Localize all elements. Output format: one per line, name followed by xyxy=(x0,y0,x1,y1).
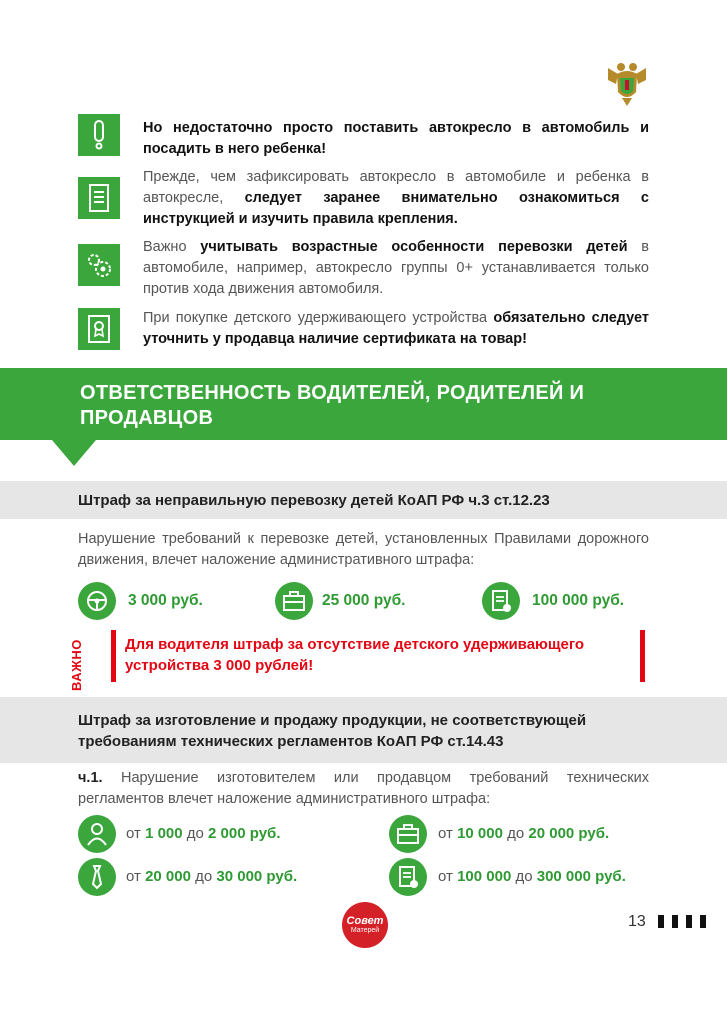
range-from-word: от xyxy=(438,825,458,842)
section-title: ОТВЕТСТВЕННОСТЬ ВОДИТЕЛЕЙ, РОДИТЕЛЕЙ И ПРОДАВЦОВ xyxy=(80,382,585,429)
fine2-part: ч.1. xyxy=(78,770,103,786)
banner-notch xyxy=(52,440,96,466)
fine1-amount-2: 100 000 руб. xyxy=(532,592,625,609)
important-bar-right xyxy=(640,630,645,682)
range-from-word: от xyxy=(126,825,146,842)
fine2-range-0 xyxy=(126,825,281,842)
fine2-body: Нарушение изготовителем или продавцом требований технических регламентов влечет наложение административного штрафа: xyxy=(78,770,649,807)
page-marker-bars xyxy=(658,915,706,928)
tip-text-run: учитывать возрастные особенности перевозки детей xyxy=(200,239,628,255)
fine1-title: Штраф за неправильную перевозку детей КоАП РФ ч.3 ст.12.23 xyxy=(78,492,550,509)
range-to-word: до xyxy=(511,868,537,885)
tip-text-run: в автомобиле, например, автокресло группы 0+ устанавливается только против хода движения автомобиля. xyxy=(143,239,649,297)
fine1-amount-0: 3 000 руб. xyxy=(128,592,203,609)
range-from-value: 1 000 xyxy=(145,825,183,842)
fine1-text: Нарушение требований к перевозке детей, установленных Правилами дорожного движения, влечет наложение административного штрафа: xyxy=(78,531,649,568)
fine2-title: Штраф за изготовление и продажу продукции, не соответствующей требованиям технических регламентов КоАП РФ ст.14.43 xyxy=(78,712,587,750)
document-check-icon xyxy=(482,582,520,620)
tip-1 xyxy=(143,167,649,230)
logo-text: Совет xyxy=(346,915,384,927)
document-check-icon xyxy=(389,858,427,896)
tip-text-run: следует заранее внимательно ознакомиться с инструкцией и изучить правила крепления. xyxy=(143,190,649,227)
document-icon xyxy=(78,177,120,219)
fine2-range-1 xyxy=(438,825,609,842)
fine1-amount-1: 25 000 руб. xyxy=(322,592,406,609)
range-to-word: до xyxy=(190,868,217,885)
range-from-word: от xyxy=(438,868,458,885)
important-text: Для водителя штраф за отсутствие детского удерживающего устройства 3 000 рублей! xyxy=(125,636,585,674)
certificate-icon xyxy=(78,308,120,350)
range-from-value: 100 000 xyxy=(457,868,512,885)
gears-icon xyxy=(78,244,120,286)
briefcase-icon xyxy=(389,815,427,853)
coat-of-arms-emblem xyxy=(604,58,650,108)
tip-text-run: При покупке детского удерживающего устройства xyxy=(143,310,494,326)
tip-text-run: Прежде, чем зафиксировать автокресло в автомобиле и ребенка в автокресле, xyxy=(143,169,649,206)
exclamation-icon xyxy=(78,114,120,156)
tip-text-run: обязательно следует уточнить у продавца наличие сертификата на товар! xyxy=(143,310,650,347)
important-tag xyxy=(66,625,86,693)
range-from-value: 10 000 xyxy=(457,825,503,842)
range-from-word: от xyxy=(126,868,146,885)
page-number: 13 xyxy=(628,913,646,930)
sovet-materey-logo xyxy=(342,902,388,948)
range-to-value: 2 000 руб. xyxy=(208,825,281,842)
fine2-text xyxy=(78,768,649,810)
range-to-word: до xyxy=(502,825,529,842)
briefcase-icon xyxy=(275,582,313,620)
range-to-word: до xyxy=(182,825,209,842)
tip-text-run: Но недостаточно просто поставить автокресло в автомобиль и посадить в него ребенка! xyxy=(143,120,649,157)
fine2-range-2 xyxy=(126,868,297,885)
range-to-value: 30 000 руб. xyxy=(216,868,298,885)
logo-subtext: Матерей xyxy=(350,927,380,934)
svg-text:ВАЖНО: ВАЖНО xyxy=(69,639,84,691)
range-to-value: 300 000 руб. xyxy=(536,868,626,885)
tip-0 xyxy=(143,118,649,160)
tip-text-run: Важно xyxy=(143,239,201,255)
tie-icon xyxy=(78,858,116,896)
tip-3 xyxy=(143,308,649,350)
fine2-range-3 xyxy=(438,868,626,885)
person-icon xyxy=(78,815,116,853)
steering-wheel-icon xyxy=(78,582,116,620)
important-bar-left xyxy=(111,630,116,682)
tip-2 xyxy=(143,237,649,300)
range-to-value: 20 000 руб. xyxy=(528,825,610,842)
range-from-value: 20 000 xyxy=(145,868,191,885)
